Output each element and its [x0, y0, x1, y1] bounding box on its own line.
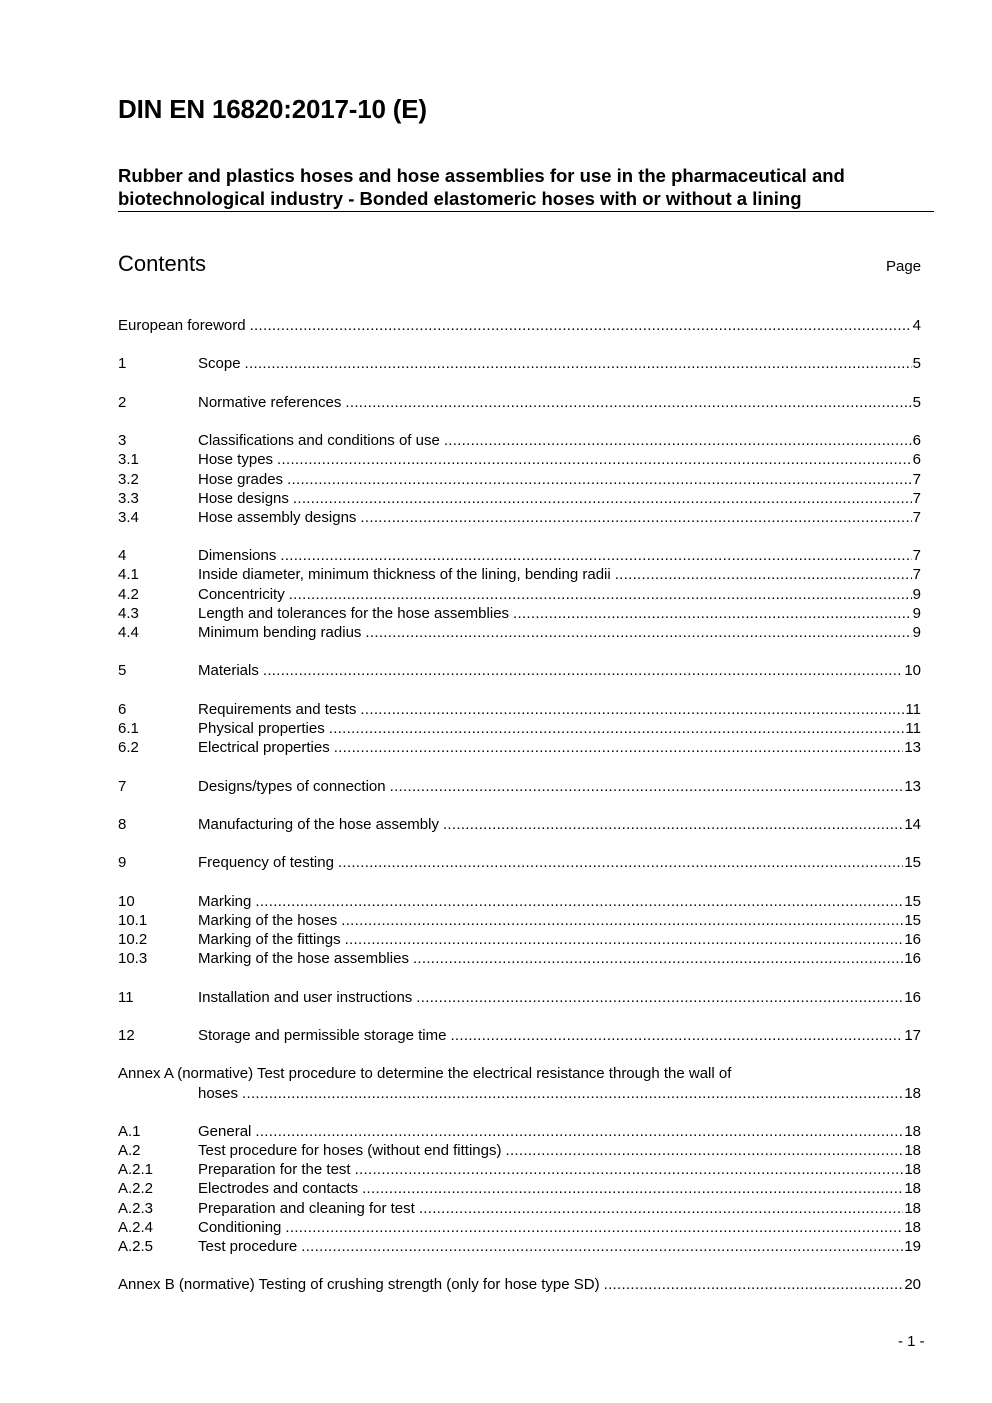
dot-leader: [293, 489, 912, 508]
toc-entry[interactable]: [118, 988, 921, 1007]
toc-entry[interactable]: [118, 508, 921, 527]
toc-entry-page: 6: [912, 451, 921, 469]
toc-entry[interactable]: [118, 853, 921, 872]
toc-entry-number: 10.3: [118, 950, 148, 968]
dot-leader: [334, 738, 904, 757]
toc-entry[interactable]: [118, 815, 921, 834]
toc-entry-number: 4.2: [118, 585, 139, 603]
toc-entry[interactable]: [118, 1026, 921, 1045]
toc-entry[interactable]: [118, 431, 921, 450]
toc-entry-page: 13: [904, 739, 921, 757]
toc-entry-page: 17: [904, 1026, 921, 1044]
toc-entry-title: Marking: [198, 892, 252, 910]
toc-entry-title: Marking of the hoses: [198, 911, 338, 929]
toc-entry[interactable]: [118, 316, 921, 335]
toc-entry-number: 10: [118, 892, 135, 910]
table-of-contents: [118, 316, 921, 1295]
dot-leader: [245, 354, 912, 373]
toc-entry-title: Length and tolerances for the hose assemblies: [198, 604, 510, 622]
document-title-line-2: biotechnological industry - Bonded elastomeric hoses with or without a lining: [118, 188, 802, 209]
dot-leader: [444, 431, 912, 450]
toc-entry-title: General: [198, 1122, 252, 1140]
toc-entry[interactable]: [118, 585, 921, 604]
toc-entry-page: 16: [904, 931, 921, 948]
toc-entry-title: Hose grades: [198, 470, 284, 488]
toc-entry-page: 18: [904, 1180, 921, 1198]
toc-entry-page: 9: [912, 604, 921, 622]
toc-entry-number: 4.3: [118, 604, 139, 622]
toc-entry[interactable]: [118, 719, 921, 738]
toc-entry-number: 3: [118, 432, 127, 450]
toc-entry[interactable]: [118, 565, 921, 584]
toc-entry-number: A.2.2: [118, 1180, 154, 1198]
dot-leader: [338, 853, 903, 872]
toc-entry-title: Requirements and tests: [198, 700, 357, 718]
toc-entry-page: 18: [904, 1199, 921, 1217]
toc-entry[interactable]: [118, 489, 921, 508]
toc-entry-number: 9: [118, 854, 127, 872]
toc-entry-page: 11: [905, 700, 921, 718]
toc-entry[interactable]: [118, 354, 921, 373]
dot-leader: [255, 1122, 903, 1141]
toc-entry-title: Hose types: [198, 451, 274, 469]
document-title-line-1: Rubber and plastics hoses and hose assemblies for use in the pharmaceutical and: [118, 165, 845, 186]
toc-entry[interactable]: [118, 546, 921, 565]
toc-entry-number: A.2.3: [118, 1199, 154, 1217]
toc-entry[interactable]: [118, 777, 921, 796]
toc-entry-number: 12: [118, 1026, 135, 1044]
toc-entry-page: 16: [904, 988, 921, 1006]
toc-entry-page: 18: [904, 1122, 921, 1140]
toc-entry-number: 7: [118, 777, 127, 795]
toc-entry-title: Preparation for the test: [198, 1161, 351, 1179]
toc-entry-number: 8: [118, 815, 127, 833]
toc-entry[interactable]: [118, 1237, 921, 1256]
dot-leader: [329, 719, 905, 738]
dot-leader: [289, 585, 912, 604]
toc-entry[interactable]: [118, 661, 921, 680]
toc-entry-title: Manufacturing of the hose assembly: [198, 815, 439, 833]
toc-entry-page: 7: [912, 547, 921, 565]
toc-entry-title: Concentricity: [198, 585, 285, 603]
toc-entry[interactable]: [118, 1160, 921, 1179]
toc-entry-title: Scope: [198, 355, 241, 373]
dot-leader: [390, 777, 904, 796]
toc-entry-page: 20: [904, 1276, 921, 1294]
dot-leader: [255, 892, 903, 911]
toc-entry[interactable]: [118, 911, 921, 930]
toc-entry-page: 9: [912, 585, 921, 603]
dot-leader: [365, 623, 911, 642]
dot-leader: [362, 1179, 903, 1198]
toc-entry[interactable]: [118, 1218, 921, 1237]
dot-leader: [443, 815, 903, 834]
toc-entry-number: 3.4: [118, 508, 139, 526]
toc-entry-title: Annex B (normative) Testing of crushing strength (only for hose type SD): [118, 1276, 600, 1294]
toc-entry-number: 1: [118, 355, 127, 373]
toc-entry-title: Hose assembly designs: [198, 508, 357, 526]
document-id: DIN EN 16820:2017-10 (E): [118, 94, 427, 124]
toc-entry-title: Marking of the fittings: [198, 931, 341, 948]
dot-leader: [287, 470, 912, 489]
toc-entry-page: 5: [912, 393, 921, 411]
toc-entry-page: 7: [912, 508, 921, 526]
toc-entry-number: 4: [118, 547, 127, 565]
toc-entry-title: Test procedure: [198, 1238, 298, 1255]
document-title: [118, 164, 934, 212]
dot-leader: [413, 949, 903, 968]
toc-entry-title: Frequency of testing: [198, 854, 334, 872]
dot-leader: [345, 930, 904, 949]
dot-leader: [360, 508, 911, 527]
dot-leader: [513, 604, 912, 623]
dot-leader: [341, 911, 903, 930]
toc-entry-number: 11: [118, 988, 134, 1006]
toc-entry-number: 3.2: [118, 470, 139, 488]
dot-leader: [604, 1275, 904, 1294]
toc-entry[interactable]: [118, 949, 921, 968]
toc-entry-title: Minimum bending radius: [198, 624, 362, 641]
toc-entry[interactable]: [118, 1199, 921, 1218]
toc-entry-title: Materials: [198, 662, 259, 680]
toc-entry-number: 10.2: [118, 931, 148, 948]
toc-entry-page: 15: [904, 911, 921, 929]
toc-entry-page: 15: [904, 892, 921, 910]
toc-entry-title: Storage and permissible storage time: [198, 1026, 447, 1044]
toc-entry-page: 19: [904, 1238, 921, 1255]
toc-entry-number: A.2.4: [118, 1218, 154, 1236]
page-number-footer: - 1 -: [898, 1333, 925, 1350]
toc-entry[interactable]: [118, 604, 921, 623]
dot-leader: [301, 1237, 903, 1256]
toc-entry-page: 7: [912, 489, 921, 507]
dot-leader: [345, 393, 911, 412]
toc-entry-title: Physical properties: [198, 719, 325, 737]
toc-entry-page: 14: [904, 815, 921, 833]
toc-entry[interactable]: [118, 470, 921, 489]
toc-entry-title: Designs/types of connection: [198, 777, 386, 795]
toc-entry[interactable]: [118, 623, 921, 642]
toc-entry-title: Test procedure for hoses (without end fittings): [198, 1142, 502, 1160]
dot-leader: [242, 1084, 903, 1103]
toc-entry-page: 15: [904, 854, 921, 872]
toc-entry-title: Inside diameter, minimum thickness of the lining, bending radii: [198, 566, 611, 584]
page-column-label: Page: [886, 258, 922, 275]
toc-entry-number: 2: [118, 393, 127, 411]
toc-entry-page: 9: [912, 624, 921, 641]
dot-leader: [263, 661, 903, 680]
toc-entry-page: 13: [904, 777, 921, 795]
toc-entry-page: 7: [912, 470, 921, 488]
toc-entry-number: 5: [118, 662, 127, 680]
toc-entry-title: Dimensions: [198, 547, 277, 565]
toc-entry[interactable]: [118, 393, 921, 412]
toc-annex-a[interactable]: [118, 1064, 921, 1102]
toc-entry-number: A.1: [118, 1122, 141, 1140]
toc-entry-page: 18: [904, 1161, 921, 1179]
toc-entry[interactable]: [118, 450, 921, 469]
toc-annex-b[interactable]: [118, 1275, 921, 1294]
toc-entry-title: hoses: [198, 1084, 239, 1102]
toc-entry-title: Hose designs: [198, 489, 289, 507]
toc-entry-number: 6.1: [118, 719, 139, 737]
contents-heading: Contents: [118, 251, 207, 276]
toc-entry[interactable]: [118, 700, 921, 719]
dot-leader: [277, 450, 912, 469]
dot-leader: [416, 988, 903, 1007]
dot-leader: [419, 1199, 904, 1218]
dot-leader: [250, 316, 912, 335]
toc-entry-number: 3.3: [118, 489, 139, 507]
toc-entry[interactable]: [118, 1122, 921, 1141]
toc-entry-title: Normative references: [198, 393, 342, 411]
toc-entry-page: 4: [912, 317, 921, 334]
toc-entry-number: 10.1: [118, 911, 148, 929]
toc-entry-page: 7: [912, 566, 921, 584]
toc-annex-a-continuation: [118, 1084, 921, 1103]
toc-entry[interactable]: [118, 1141, 921, 1160]
toc-entry-title: Marking of the hose assemblies: [198, 950, 409, 968]
toc-entry-page: 18: [904, 1218, 921, 1236]
dot-leader: [360, 700, 904, 719]
toc-entry-page: 18: [904, 1142, 921, 1160]
toc-entry-number: 6.2: [118, 739, 139, 757]
toc-entry-title: Electrical properties: [198, 739, 330, 757]
toc-entry-title: Preparation and cleaning for test: [198, 1199, 415, 1217]
toc-annex-a-entries: [118, 1122, 921, 1256]
toc-entry-title: European foreword: [118, 317, 246, 334]
dot-leader: [615, 565, 912, 584]
toc-entry-number: 3.1: [118, 451, 139, 469]
dot-leader: [280, 546, 911, 565]
toc-entry-page: 5: [912, 355, 921, 373]
toc-entry[interactable]: [118, 1179, 921, 1198]
toc-entry-page: 6: [912, 432, 921, 450]
toc-annex-a-heading: Annex A (normative) Test procedure to determine the electrical resistance through the wall of: [118, 1065, 732, 1083]
toc-entry-page: 10: [904, 662, 921, 680]
toc-entry-page: 18: [904, 1084, 921, 1102]
toc-entry[interactable]: [118, 738, 921, 757]
dot-leader: [450, 1026, 903, 1045]
toc-entry-page: 16: [904, 950, 921, 968]
dot-leader: [285, 1218, 903, 1237]
toc-entry-number: 4.4: [118, 624, 139, 641]
toc-entry-title: Electrodes and contacts: [198, 1180, 359, 1198]
toc-entry[interactable]: [118, 892, 921, 911]
toc-entry-number: 6: [118, 700, 127, 718]
toc-entry-number: A.2: [118, 1142, 141, 1160]
toc-entry-number: A.2.1: [118, 1161, 154, 1179]
toc-entry-page: 11: [905, 719, 921, 737]
toc-entry-title: Conditioning: [198, 1218, 282, 1236]
toc-main-entries: [118, 316, 921, 1045]
toc-entry-title: Classifications and conditions of use: [198, 432, 440, 450]
toc-entry-number: A.2.5: [118, 1238, 154, 1255]
dot-leader: [355, 1160, 904, 1179]
toc-entry-title: Installation and user instructions: [198, 988, 413, 1006]
toc-entry-number: 4.1: [118, 566, 139, 584]
toc-entry[interactable]: [118, 930, 921, 949]
dot-leader: [506, 1141, 904, 1160]
